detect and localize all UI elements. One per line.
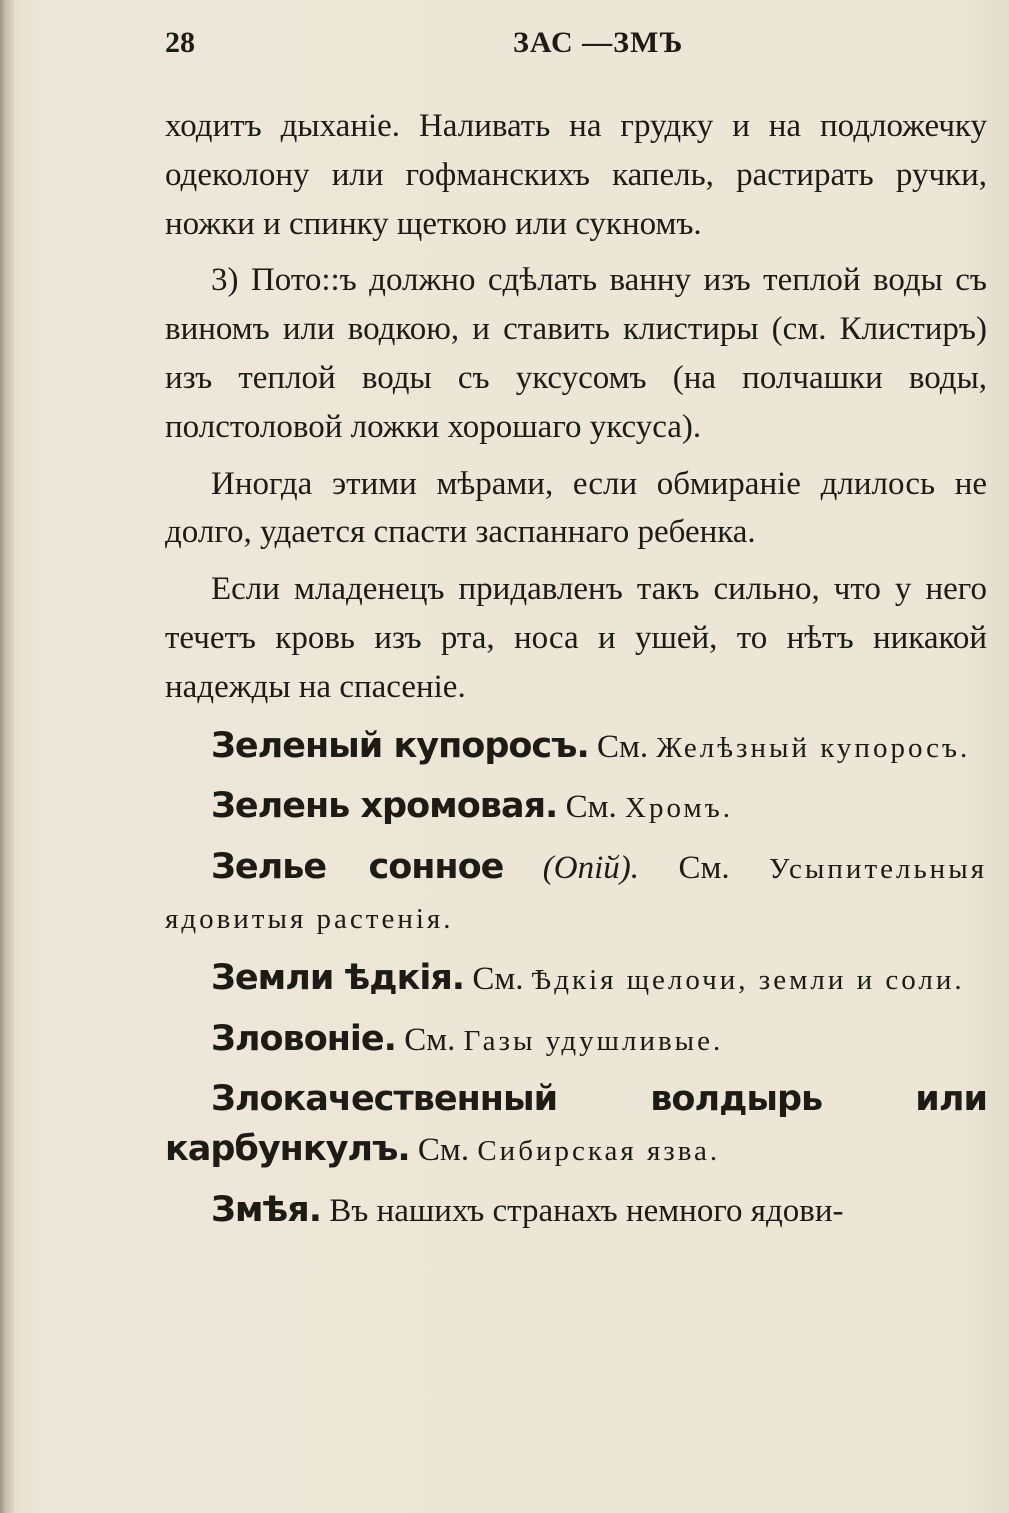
- entry-zemli-edkiya: [165, 954, 987, 1005]
- entry-headword: Зловоніе.: [211, 1018, 396, 1059]
- paragraph-4: Если младенецъ придавленъ такъ сильно, что у него течетъ кровь изъ рта, носа и ушей, то нѣтъ никакой надежды на спасеніе.: [165, 571, 987, 705]
- entry-zelie-sonnoe: [165, 843, 987, 944]
- entry-zlokachestvenny-voldyr: [165, 1075, 987, 1176]
- see-label: См.: [565, 789, 617, 826]
- page-number: 28: [165, 26, 195, 59]
- entry-text: Въ нашихъ странахъ немного ядови-: [329, 1192, 844, 1229]
- entry-headword: Зелень хромовая.: [211, 786, 558, 827]
- cross-reference: Газы удушливые.: [463, 1024, 724, 1057]
- running-head: ЗАС —ЗМЪ: [513, 26, 684, 59]
- entry-zmeya: [165, 1186, 987, 1236]
- see-label: См.: [678, 850, 730, 887]
- entry-alternate: (Опій).: [542, 850, 640, 887]
- cross-reference: Хромъ.: [625, 792, 733, 825]
- paragraph-1: ходитъ дыханіе. Наливать на грудку и на подложечку одеколону или гофманскихъ капель, растирать ручки, ножки и спинку щеткою или сукномъ.: [165, 108, 987, 242]
- cross-reference: Усыпительныя ядовитыя растенія.: [165, 853, 988, 935]
- see-label: См.: [404, 1021, 456, 1058]
- entry-headword: Зелье сонное: [211, 847, 504, 888]
- entry-headword: Злокачественный волдырь или карбункулъ.: [165, 1079, 987, 1170]
- see-label: См.: [597, 728, 649, 765]
- entry-headword: Змѣя.: [211, 1189, 321, 1230]
- cross-reference: Сибирская язва.: [477, 1135, 721, 1168]
- see-label: См.: [472, 960, 524, 997]
- cross-reference: Ѣдкія щелочи, земли и соли.: [531, 963, 965, 996]
- book-spine: [0, 0, 14, 1513]
- page-body: [165, 102, 987, 1236]
- entry-zeleny-kuporos: [165, 722, 987, 773]
- paragraph-3: Иногда этими мѣрами, если обмираніе длилось не долго, удается спасти заспаннаго ребенка.: [165, 465, 987, 551]
- entry-zelen-khromovaya: [165, 782, 987, 833]
- cross-reference: Желѣзный купоросъ.: [656, 731, 971, 764]
- entry-headword: Зеленый купоросъ.: [211, 725, 589, 766]
- entry-headword: Земли ѣдкія.: [211, 957, 465, 998]
- see-label: См.: [417, 1132, 470, 1169]
- paragraph-2: 3) Пото::ъ должно сдѣлать ванну изъ теплой воды съ виномъ или водкою, и ставить клистиры (см. Клистиръ) изъ теплой воды съ уксусомъ (на полчашки воды, полстоловой ложки хорошаго уксуса).: [165, 262, 987, 445]
- page-header: [165, 26, 985, 76]
- entry-zlovonie: [165, 1015, 987, 1066]
